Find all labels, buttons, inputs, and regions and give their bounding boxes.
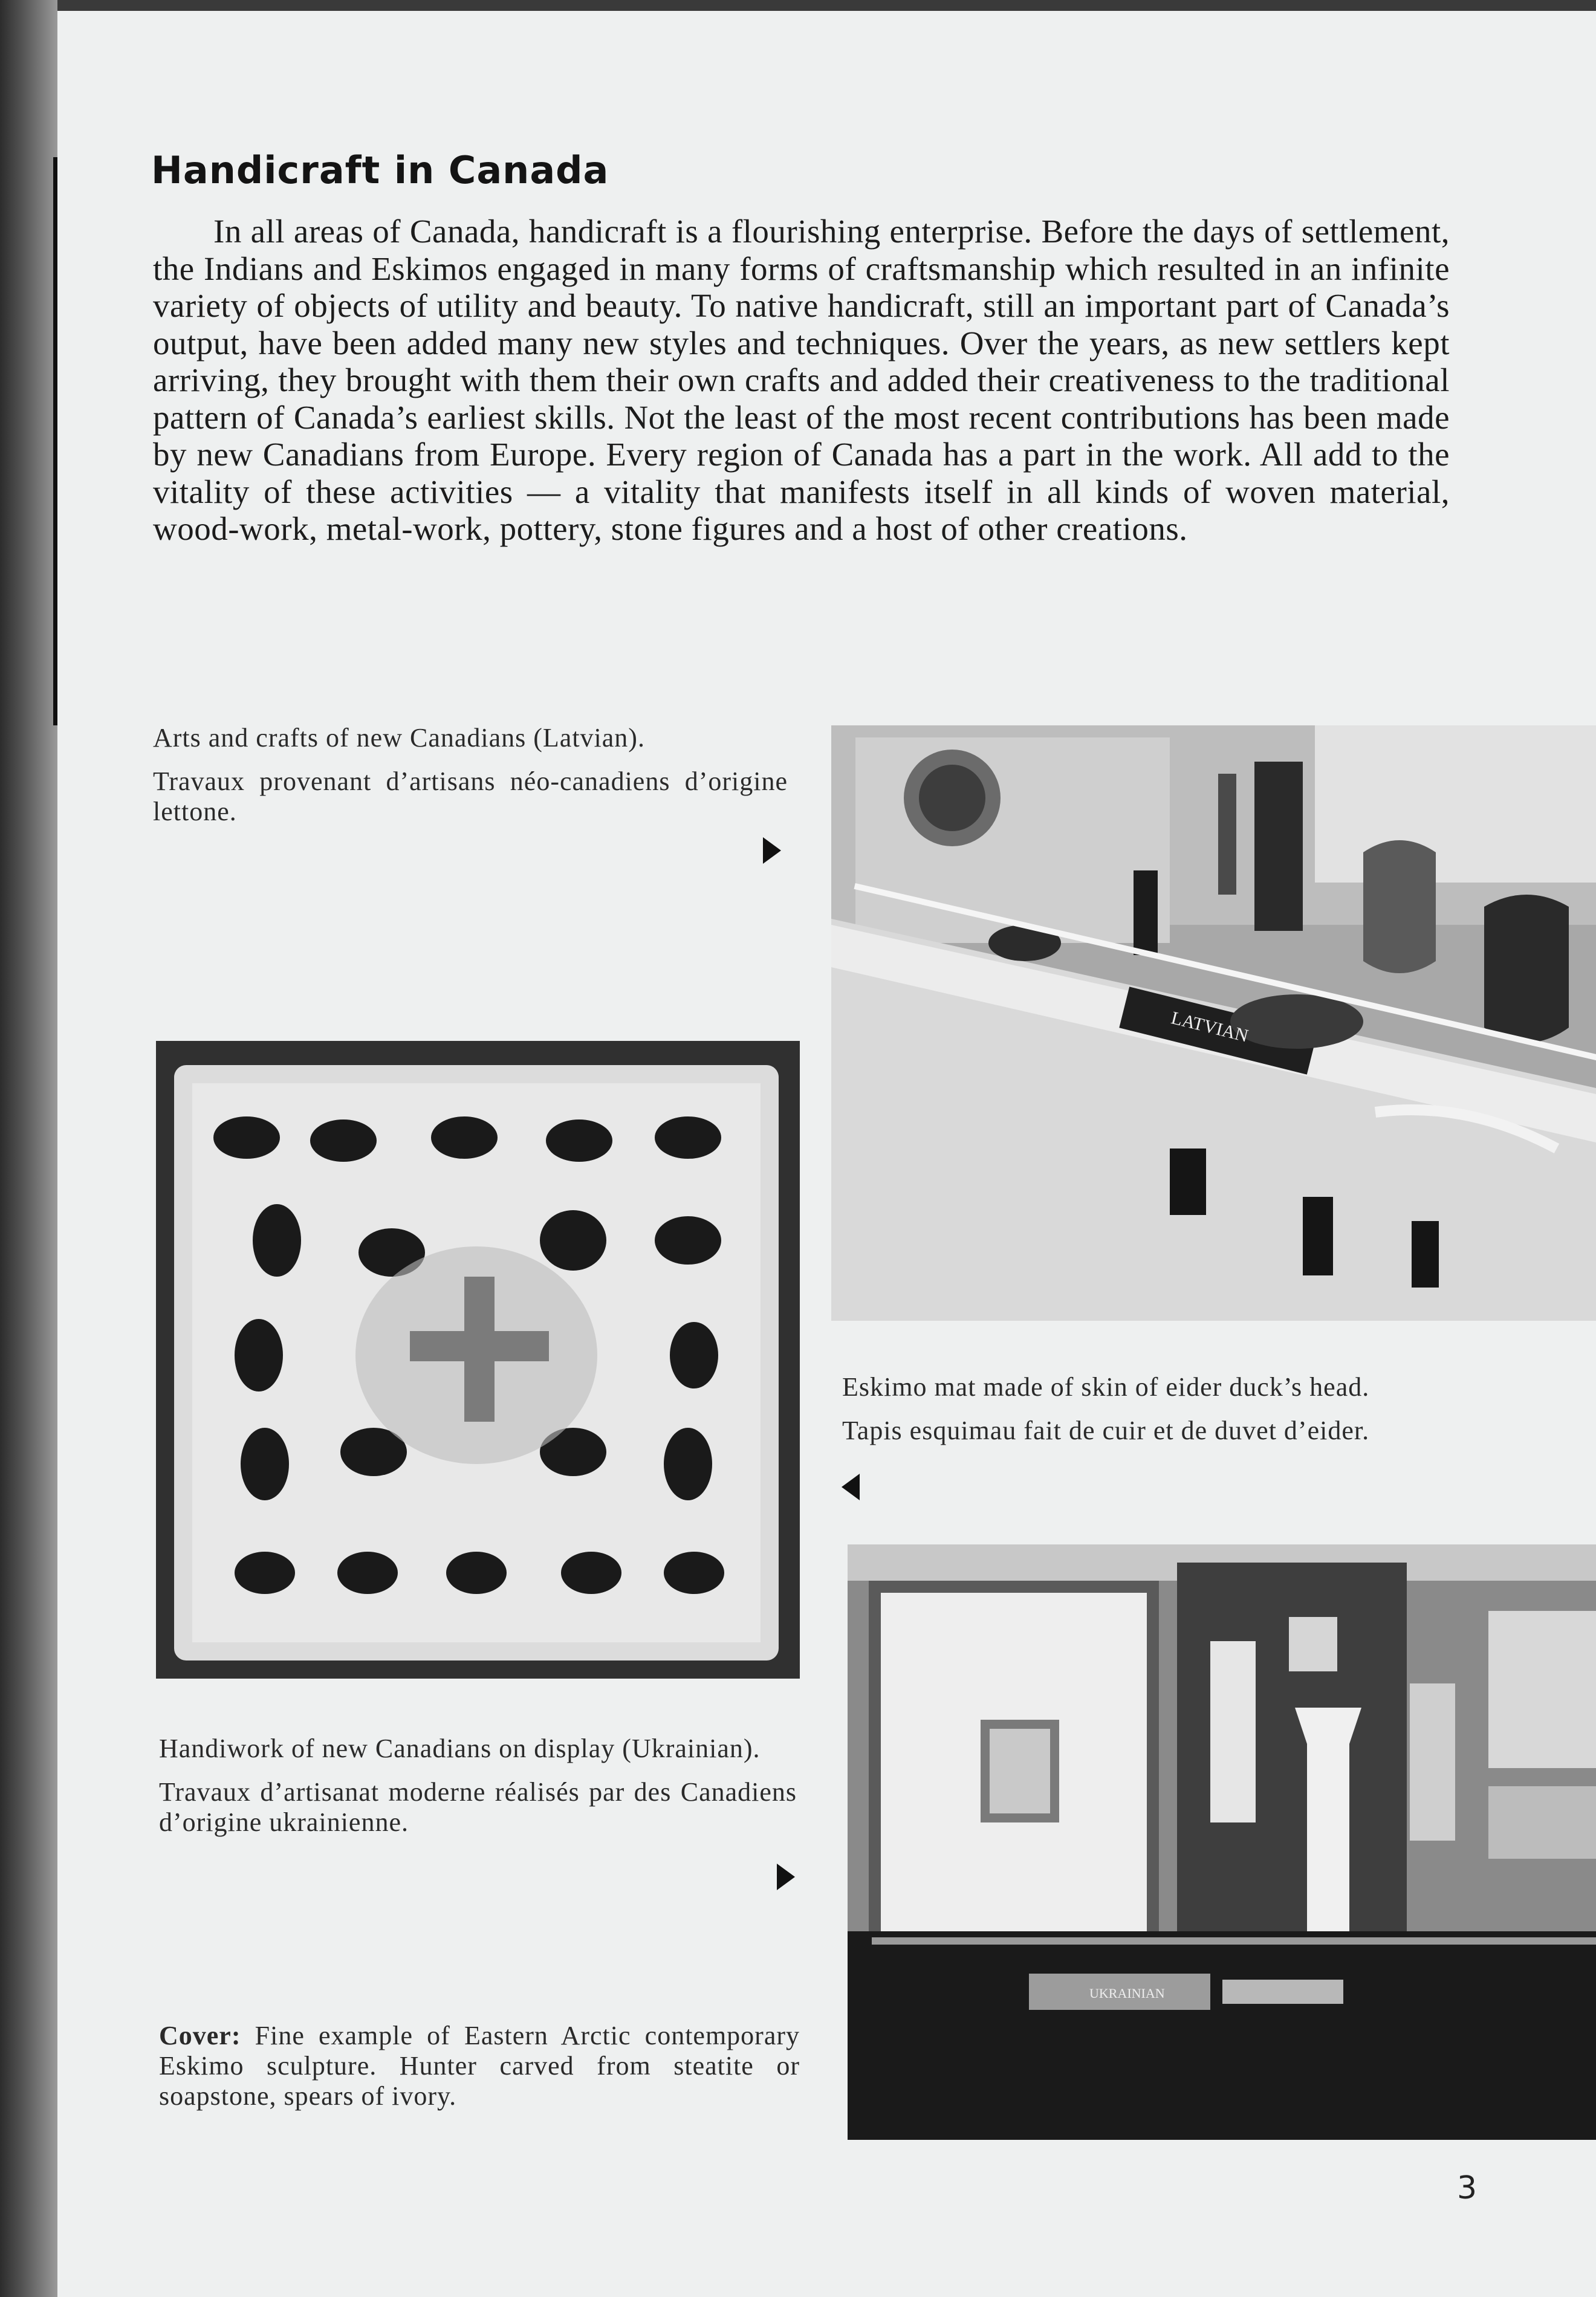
- photo-latvian-crafts: [831, 725, 1596, 1321]
- photo-ukrainian-display: [848, 1544, 1596, 2140]
- caption-latvian: [153, 723, 788, 827]
- latvian-sign-text: LATVIAN: [1169, 1008, 1251, 1046]
- caption-eskimo-fr: Tapis esquimau fait de cuir et de duvet d’eider.: [842, 1416, 1370, 1445]
- caption-ukrainian-en: Handiwork of new Canadians on display (Ukrainian).: [159, 1734, 761, 1763]
- article-title: Handicraft in Canada: [151, 148, 609, 192]
- arrow-left-icon: [842, 1474, 860, 1500]
- photo-eskimo-mat: [156, 1041, 800, 1679]
- ukrainian-display-illustration: [848, 1544, 1596, 2140]
- caption-eskimo-en: Eskimo mat made of skin of eider duck’s head.: [842, 1372, 1370, 1402]
- page-number: 3: [1457, 2170, 1478, 2206]
- caption-cover: [159, 2021, 800, 2111]
- arrow-right-icon: [763, 837, 781, 864]
- caption-eskimo: [842, 1372, 1555, 1446]
- ukrainian-sign-text: UKRAINIAN: [1089, 1986, 1165, 2001]
- arrow-right-icon: [777, 1864, 795, 1890]
- cover-label: Cover:: [159, 2021, 241, 2050]
- latvian-display-illustration: [831, 725, 1596, 1321]
- caption-latvian-fr: Travaux provenant d’artisans néo-canadiens d’origine lettone.: [153, 766, 788, 826]
- caption-ukrainian-fr: Travaux d’artisanat moderne réalisés par des Canadiens d’origine ukrainienne.: [159, 1777, 797, 1837]
- article-body: In all areas of Canada, handicraft is a flourishing enterprise. Before the days of settlement, the Indians and Eskimos engaged in many forms of craftsmanship which resulted in an infinite variety of objects of utility and beauty. To native handicraft, still an important part of Canada’s output, have been added many new styles and techniques. Over the years, as new settlers kept arriving, they brought with them their own crafts and added their creativeness to the traditional pattern of Canada’s earliest skills. Not the least of the most recent contributions has been made by new Canadians from Europe. Every region of Canada has a part in the work. All add to the vitality of these activities — a vitality that manifests itself in all kinds of woven material, wood-work, metal-work, pottery, stone figures and a host of other creations.: [153, 213, 1450, 547]
- book-spine: [0, 0, 57, 2297]
- eskimo-mat-illustration: [156, 1041, 800, 1679]
- caption-latvian-en: Arts and crafts of new Canadians (Latvian).: [153, 723, 645, 753]
- caption-ukrainian: [159, 1734, 797, 1838]
- cover-text: Fine example of Eastern Arctic contemporary Eskimo sculpture. Hunter carved from steatite or soapstone, spears of ivory.: [159, 2021, 800, 2111]
